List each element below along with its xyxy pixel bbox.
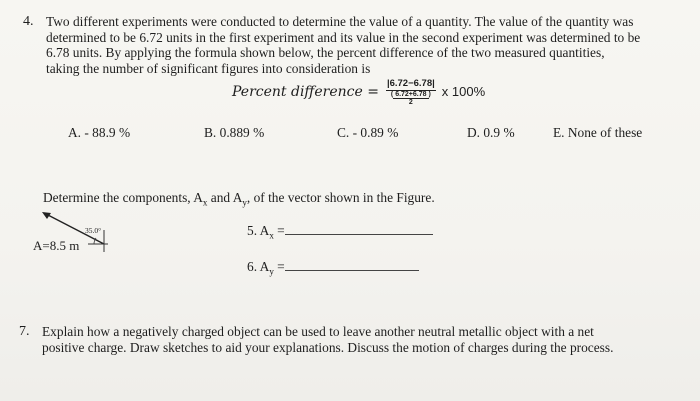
- choice-a[interactable]: A. - 88.9 %: [68, 125, 131, 140]
- q4-line: 6.78 units. By applying the formula shown below, the percent difference of the two measured quantities,: [46, 45, 605, 60]
- formula-denominator: 6.72+6.78: [395, 91, 427, 98]
- vector-magnitude-label: A=8.5 m: [33, 238, 80, 253]
- formula-times-100: x 100%: [441, 84, 486, 100]
- q4-number: 4.: [23, 14, 34, 29]
- q6-ay: 6. $A_y$ =: [247, 259, 419, 277]
- q4-line: taking the number of significant figures into consideration is: [46, 60, 371, 76]
- formula-denominator-divisor: 2: [408, 99, 413, 106]
- q7-text: [42, 324, 613, 355]
- choice-b[interactable]: B. 0.889 %: [204, 125, 265, 140]
- formula-label: Percent difference =: [232, 84, 379, 101]
- choice-c[interactable]: C. - 0.89 %: [337, 125, 399, 140]
- vector-prompt: Determine the components, $A_x$ and $A_y$, of the vector shown in the Figure.: [43, 190, 435, 208]
- q7-line: positive charge. Draw sketches to aid your explanations. Discuss the motion of charges during the process.: [42, 339, 614, 355]
- angle-label: 35.0°: [85, 226, 102, 235]
- formula-numerator: |6.72−6.78|: [386, 78, 435, 89]
- q5-ax: 5. $A_x$ =: [247, 223, 433, 241]
- choice-d[interactable]: D. 0.9 %: [467, 125, 515, 140]
- ax-answer-blank[interactable]: [285, 234, 433, 235]
- ay-answer-blank[interactable]: [285, 270, 419, 271]
- q4-line: Two different experiments were conducted to determine the value of a quantity. The value of the quantity was: [46, 14, 634, 29]
- percent-difference-formula: [232, 78, 485, 107]
- choice-e[interactable]: E. None of these: [553, 125, 643, 140]
- q4-text: [46, 14, 640, 76]
- q7-line: Explain how a negatively charged object can be used to leave another neutral metallic object with a net: [42, 324, 594, 339]
- q7-number: 7.: [19, 324, 30, 339]
- q4-line: determined to be 6.72 units in the first experiment and its value in the second experiment was determined to be: [46, 29, 641, 45]
- formula-fraction: |6.72−6.78| ( 6.72+6.78 ) 2: [386, 78, 435, 106]
